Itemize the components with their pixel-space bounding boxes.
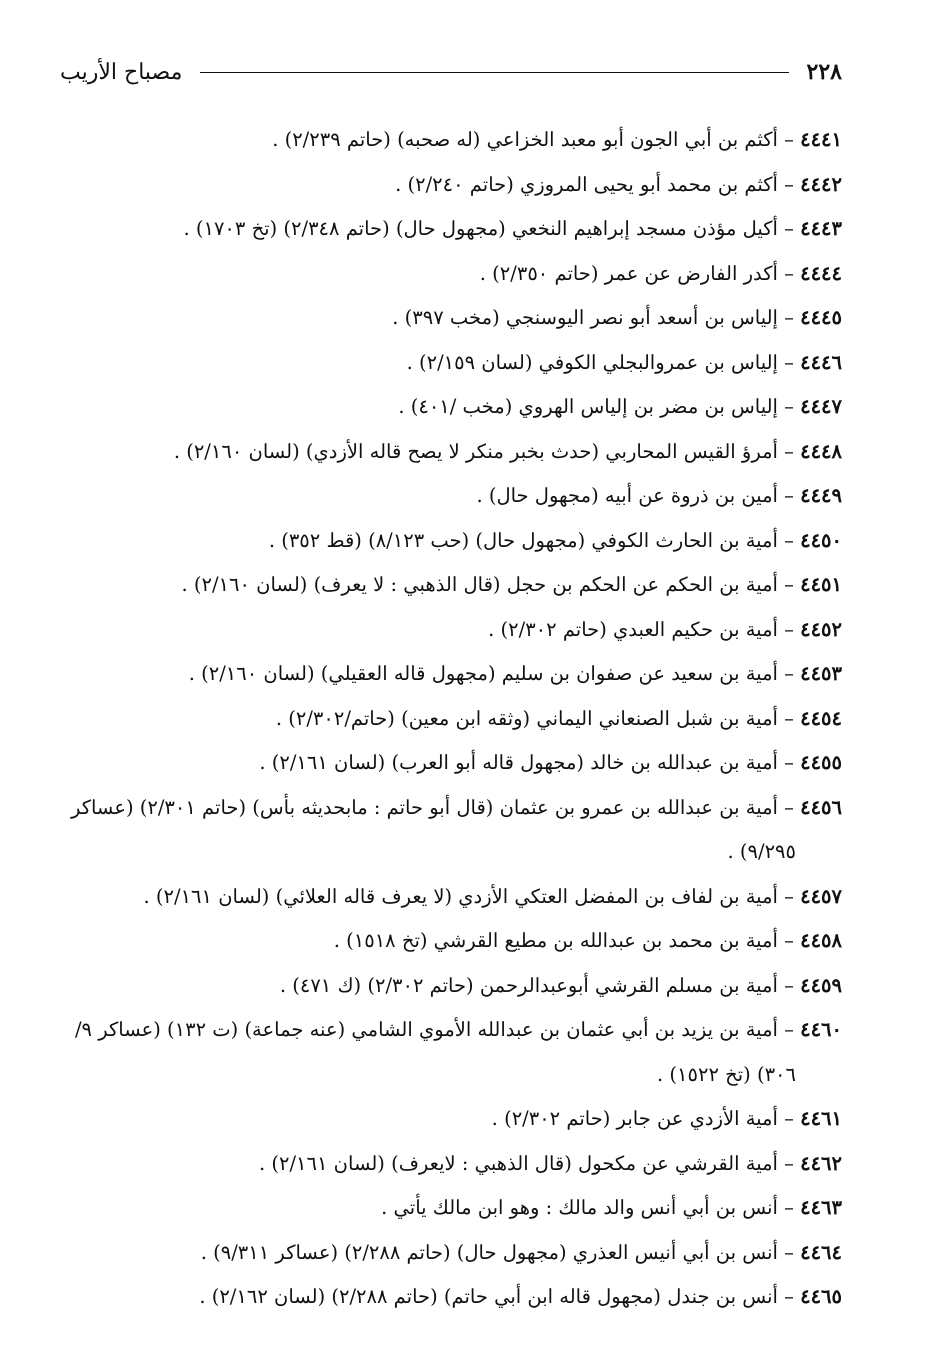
entry-number: ٤٤٥١: [800, 573, 842, 596]
running-title: مصباح الأريب: [60, 59, 183, 85]
entry-text: أكدر الفارض عن عمر (حاتم ٢/٣٥٠) .: [479, 261, 778, 285]
entry-text: أمية بن مسلم القرشي أبوعبدالرحمن (حاتم ٢/٣٠٢) (ك ٤٧١) .: [279, 973, 778, 997]
entry-text: إلياس بن عمروالبجلي الكوفي (لسان ٢/١٥٩) .: [406, 350, 778, 374]
entry-list: [55, 118, 842, 1320]
entry-text: أمية بن لفاف بن المفضل العتكي الأزدي (لا يعرف قاله العلائي) (لسان ٢/١٦١) .: [143, 884, 778, 908]
entry-text: أمية بن حكيم العبدي (حاتم ٢/٣٠٢) .: [488, 617, 778, 641]
entry-number: ٤٤٤٥: [800, 306, 842, 329]
entry-text: أمية بن الحكم عن الحكم بن حجل (قال الذهبي : لا يعرف) (لسان ٢/١٦٠) .: [181, 573, 778, 596]
entry-4463: ٤٤٦٣ – أنس بن أبي أنس والد مالك : وهو ابن مالك يأتي .: [381, 1196, 842, 1219]
entry-text: أمية بن عبدالله بن عمرو بن عثمان (قال أبو حاتم : مابحديثه بأس) (حاتم ٢/٣٠١) (عساكر ٩/٢٩٥) .: [70, 795, 796, 863]
entry-text: أمية بن محمد بن عبدالله بن مطيع القرشي (تخ ١٥١٨) .: [333, 929, 778, 952]
entry-text: أمية بن يزيد بن أبي عثمان بن عبدالله الأموي الشامي (عنه جماعة) (ت ١٣٢) (عساكر ٩/ ٣٠٦) (تخ ١٥٢٢) .: [74, 1018, 796, 1086]
entry-number: ٤٤٥٤: [800, 706, 842, 730]
entry-number: ٤٤٤٧: [800, 395, 842, 418]
entry-4456: ٤٤٥٦ – أمية بن عبدالله بن عمرو بن عثمان (قال أبو حاتم : مابحديثه بأس) (حاتم ٢/٣٠١) (عساكر ٩/٢٩٥) .: [70, 795, 842, 863]
entry-number: ٤٤٤٦: [800, 350, 842, 374]
entry-number: ٤٤٦٢: [800, 1151, 842, 1175]
entry-number: ٤٤٤٣: [800, 217, 842, 240]
entry-number: ٤٤٥٥: [800, 751, 842, 774]
entry-number: ٤٤٥٩: [800, 973, 842, 997]
entry-number: ٤٤٥٨: [800, 929, 842, 952]
header-rule: [200, 72, 788, 73]
entry-number: ٤٤٥٠: [800, 528, 842, 552]
entry-number: ٤٤٥٣: [800, 662, 842, 685]
entry-4441: ٤٤٤١ – أكثم بن أبي الجون أبو معبد الخزاعي (له صحبه) (حاتم ٢/٢٣٩) .: [272, 128, 842, 151]
entry-text: أكثم بن أبي الجون أبو معبد الخزاعي (له صحبه) (حاتم ٢/٢٣٩) .: [272, 128, 778, 151]
entry-4450: ٤٤٥٠ – أمية بن الحارث الكوفي (مجهول حال) (حب ٨/١٢٣) (قط ٣٥٢) .: [268, 528, 842, 552]
entry-number: ٤٤٤٩: [800, 484, 842, 507]
entry-4460: ٤٤٦٠ – أمية بن يزيد بن أبي عثمان بن عبدالله الأموي الشامي (عنه جماعة) (ت ١٣٢) (عساكر ٩/ ٣٠٦) (تخ ١٥٢٢) .: [74, 1018, 842, 1086]
entry-text: أمية بن سعيد عن صفوان بن سليم (مجهول قاله العقيلي) (لسان ٢/١٦٠) .: [188, 662, 778, 685]
entry-number: ٤٤٥٢: [800, 617, 842, 641]
entry-number: ٤٤٦١: [800, 1107, 842, 1130]
entry-4446: ٤٤٤٦ – إلياس بن عمروالبجلي الكوفي (لسان ٢/١٥٩) .: [406, 350, 842, 374]
entry-4452: ٤٤٥٢ – أمية بن حكيم العبدي (حاتم ٢/٣٠٢) .: [488, 617, 842, 641]
page-header: [60, 52, 842, 92]
entry-4453: ٤٤٥٣ – أمية بن سعيد عن صفوان بن سليم (مجهول قاله العقيلي) (لسان ٢/١٦٠) .: [188, 662, 842, 685]
entry-4458: ٤٤٥٨ – أمية بن محمد بن عبدالله بن مطيع القرشي (تخ ١٥١٨) .: [333, 929, 842, 952]
entry-text: إلياس بن أسعد أبو نصر اليوسنجي (مخب ٣٩٧) .: [392, 306, 778, 329]
entry-text: أمية القرشي عن مكحول (قال الذهبي : لايعرف) (لسان ٢/١٦١) .: [259, 1151, 778, 1175]
entry-text: أنس بن جندل (مجهول قاله ابن أبي حاتم) (حاتم ٢/٢٨٨) (لسان ٢/١٦٢) .: [199, 1285, 778, 1308]
entry-number: ٤٤٥٦: [800, 795, 842, 819]
entry-text: أمية بن شبل الصنعاني اليماني (وثقه ابن معين) (حاتم/٢/٣٠٢) .: [275, 706, 778, 730]
entry-number: ٤٤٤١: [800, 128, 842, 151]
entry-4459: ٤٤٥٩ – أمية بن مسلم القرشي أبوعبدالرحمن (حاتم ٢/٣٠٢) (ك ٤٧١) .: [279, 973, 842, 997]
entry-4448: ٤٤٤٨ – أمرؤ القيس المحاربي (حدث بخبر منكر لا يصح قاله الأزدي) (لسان ٢/١٦٠) .: [173, 439, 842, 463]
entry-text: أمرؤ القيس المحاربي (حدث بخبر منكر لا يصح قاله الأزدي) (لسان ٢/١٦٠) .: [173, 439, 778, 463]
entry-4454: ٤٤٥٤ – أمية بن شبل الصنعاني اليماني (وثقه ابن معين) (حاتم/٢/٣٠٢) .: [275, 706, 842, 730]
entry-number: ٤٤٤٢: [800, 172, 842, 196]
entry-4449: ٤٤٤٩ – أمين بن ذروة عن أبيه (مجهول حال) .: [476, 484, 842, 507]
entry-number: ٤٤٦٣: [800, 1196, 842, 1219]
entry-text: إلياس بن مضر بن إلياس الهروي (مخب /٤٠١) .: [398, 395, 778, 418]
entry-4464: ٤٤٦٤ – أنس بن أبي أنيس العذري (مجهول حال) (حاتم ٢/٢٨٨) (عساكر ٩/٣١١) .: [200, 1240, 842, 1264]
entry-number: ٤٤٦٥: [800, 1285, 842, 1308]
entry-4457: ٤٤٥٧ – أمية بن لفاف بن المفضل العتكي الأزدي (لا يعرف قاله العلائي) (لسان ٢/١٦١) .: [143, 884, 842, 908]
entry-text: أمين بن ذروة عن أبيه (مجهول حال) .: [476, 484, 778, 507]
entry-text: أنس بن أبي أنيس العذري (مجهول حال) (حاتم ٢/٢٨٨) (عساكر ٩/٣١١) .: [200, 1240, 778, 1264]
entry-text: أمية بن الحارث الكوفي (مجهول حال) (حب ٨/١٢٣) (قط ٣٥٢) .: [268, 528, 778, 552]
entry-number: ٤٤٦٤: [800, 1240, 842, 1264]
entry-text: أمية الأزدي عن جابر (حاتم ٢/٣٠٢) .: [491, 1107, 778, 1130]
entry-4465: ٤٤٦٥ – أنس بن جندل (مجهول قاله ابن أبي حاتم) (حاتم ٢/٢٨٨) (لسان ٢/١٦٢) .: [199, 1285, 842, 1308]
entry-4447: ٤٤٤٧ – إلياس بن مضر بن إلياس الهروي (مخب /٤٠١) .: [398, 395, 842, 418]
entry-text: أنس بن أبي أنس والد مالك : وهو ابن مالك يأتي .: [381, 1196, 778, 1219]
entry-4444: ٤٤٤٤ – أكدر الفارض عن عمر (حاتم ٢/٣٥٠) .: [479, 261, 842, 285]
entry-4455: ٤٤٥٥ – أمية بن عبدالله بن خالد (مجهول قاله أبو العرب) (لسان ٢/١٦١) .: [259, 751, 842, 774]
entry-number: ٤٤٥٧: [800, 884, 842, 908]
entry-4461: ٤٤٦١ – أمية الأزدي عن جابر (حاتم ٢/٣٠٢) .: [491, 1107, 842, 1130]
entry-text: أكيل مؤذن مسجد إبراهيم النخعي (مجهول حال) (حاتم ٢/٣٤٨) (تخ ١٧٠٣) .: [183, 217, 778, 240]
entry-text: أمية بن عبدالله بن خالد (مجهول قاله أبو العرب) (لسان ٢/١٦١) .: [259, 751, 778, 774]
entry-4443: ٤٤٤٣ – أكيل مؤذن مسجد إبراهيم النخعي (مجهول حال) (حاتم ٢/٣٤٨) (تخ ١٧٠٣) .: [183, 217, 842, 240]
entry-number: ٤٤٦٠: [800, 1018, 842, 1041]
entry-number: ٤٤٤٤: [800, 261, 842, 285]
entry-4442: ٤٤٤٢ – أكثم بن محمد أبو يحيى المروزي (حاتم ٢/٢٤٠) .: [395, 172, 842, 196]
entry-text: أكثم بن محمد أبو يحيى المروزي (حاتم ٢/٢٤٠) .: [395, 172, 778, 196]
entry-4451: ٤٤٥١ – أمية بن الحكم عن الحكم بن حجل (قال الذهبي : لا يعرف) (لسان ٢/١٦٠) .: [181, 573, 842, 596]
page-number: ٢٢٨: [806, 59, 842, 85]
entry-4462: ٤٤٦٢ – أمية القرشي عن مكحول (قال الذهبي : لايعرف) (لسان ٢/١٦١) .: [259, 1151, 842, 1175]
entry-4445: ٤٤٤٥ – إلياس بن أسعد أبو نصر اليوسنجي (مخب ٣٩٧) .: [392, 306, 842, 329]
entry-number: ٤٤٤٨: [800, 439, 842, 463]
